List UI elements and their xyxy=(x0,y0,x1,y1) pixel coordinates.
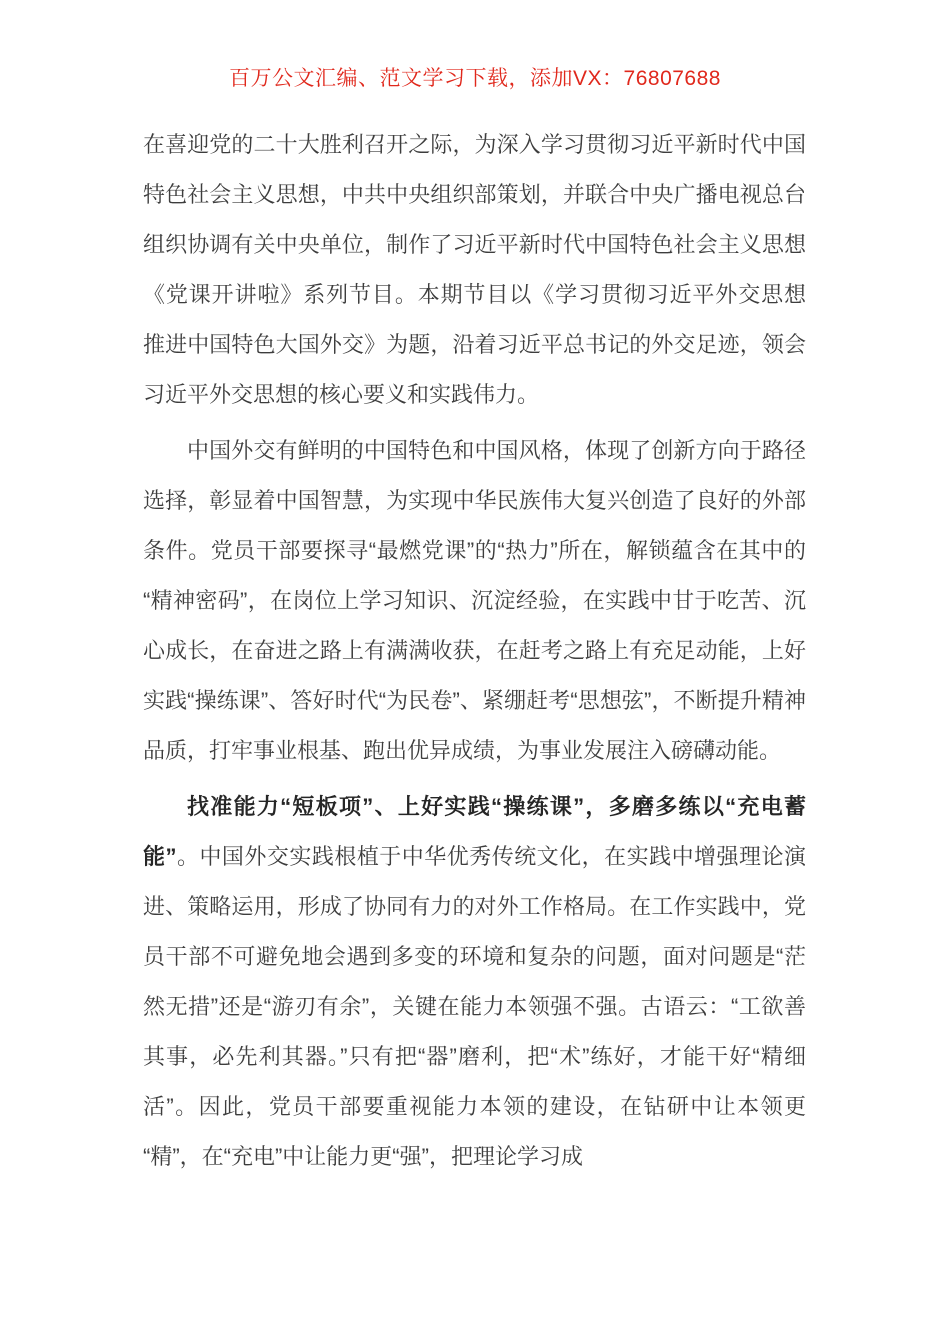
watermark-notice: 百万公文汇编、范文学习下载，添加VX：76807688 xyxy=(229,67,721,90)
paragraph-bold-lead: 找准能力“短板项”、上好实践“操练课”，多磨多练以“充电蓄能” xyxy=(143,794,806,869)
paragraph-ability-building xyxy=(143,782,806,1182)
document-body xyxy=(143,120,806,1182)
paragraph-intro: 在喜迎党的二十大胜利召开之际，为深入学习贯彻习近平新时代中国特色社会主义思想，中共中央组织部策划，并联合中央广播电视总台组织协调有关中央单位，制作了习近平新时代中国特色社会主义思想《党课开讲啦》系列节目。本期节目以《学习贯彻习近平外交思想 推进中国特色大国外交》为题，沿着习近平总书记的外交足迹，领会习近平外交思想的核心要义和实践伟力。 xyxy=(143,132,806,407)
paragraph-bold-rest: 。中国外交实践根植于中华优秀传统文化，在实践中增强理论演进、策略运用，形成了协同有力的对外工作格局。在工作实践中，党员干部不可避免地会遇到多变的环境和复杂的问题，面对问题是“茫然无措”还是“游刃有余”，关键在能力本领强不强。古语云：“工欲善其事，必先利其器。”只有把“器”磨利，把“术”练好，才能干好“精细活”。因此，党员干部要重视能力本领的建设，在钻研中让本领更“精”，在“充电”中让能力更“强”，把理论学习成 xyxy=(143,844,806,1169)
paragraph-china-diplomacy: 中国外交有鲜明的中国特色和中国风格，体现了创新方向于路径选择，彰显着中国智慧，为实现中华民族伟大复兴创造了良好的外部条件。党员干部要探寻“最燃党课”的“热力”所在，解锁蕴含在其中的“精神密码”，在岗位上学习知识、沉淀经验，在实践中甘于吃苦、沉心成长，在奋进之路上有满满收获，在赶考之路上有充足动能，上好实践“操练课”、答好时代“为民卷”、紧绷赶考“思想弦”，不断提升精神品质，打牢事业根基、跑出优异成绩，为事业发展注入磅礴动能。 xyxy=(143,438,806,763)
